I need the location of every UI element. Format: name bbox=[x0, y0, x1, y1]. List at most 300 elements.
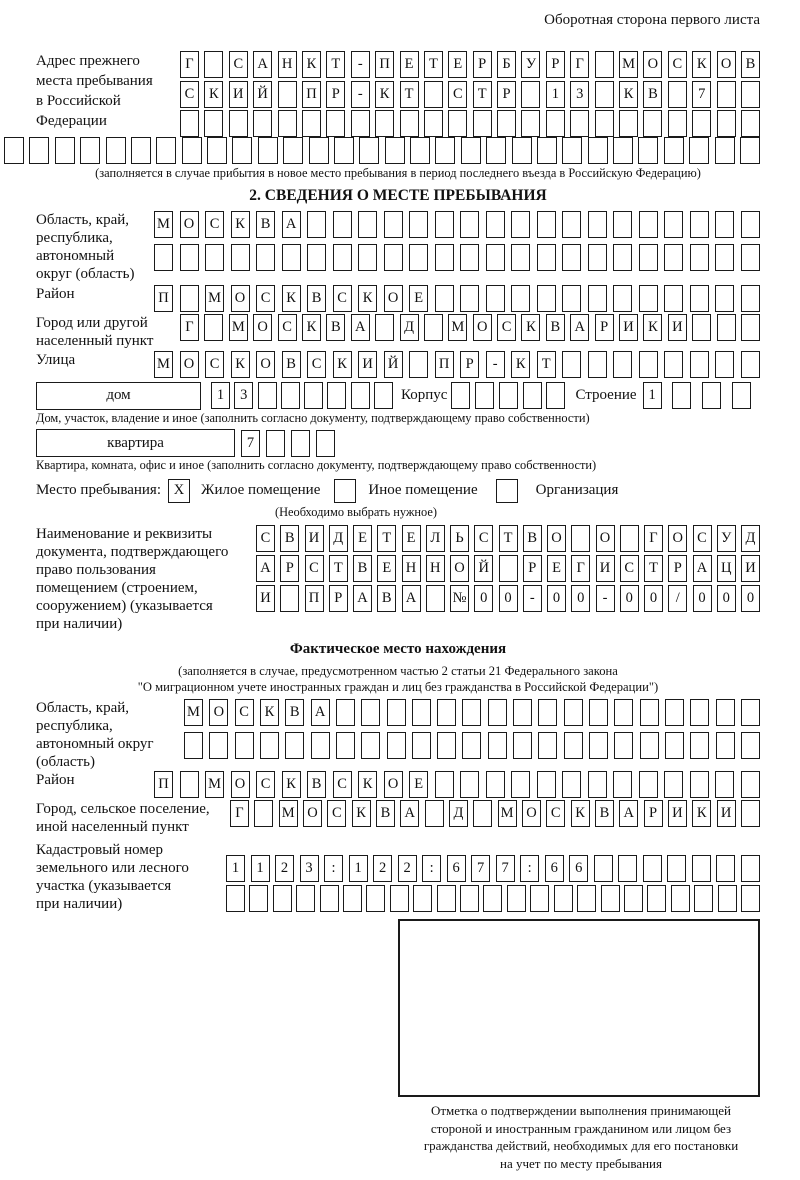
char-cell[interactable] bbox=[409, 244, 428, 271]
char-cell[interactable] bbox=[741, 699, 760, 726]
char-cell[interactable] bbox=[343, 885, 362, 912]
char-cell[interactable]: : bbox=[520, 855, 539, 882]
char-cell[interactable]: 0 bbox=[571, 585, 590, 612]
char-cell[interactable] bbox=[588, 285, 607, 312]
char-cell[interactable] bbox=[601, 885, 620, 912]
char-cell[interactable] bbox=[618, 855, 637, 882]
char-cell[interactable] bbox=[80, 137, 100, 164]
char-cell[interactable] bbox=[374, 382, 393, 409]
char-cell[interactable] bbox=[647, 885, 666, 912]
char-cell[interactable] bbox=[640, 732, 659, 759]
char-cell[interactable] bbox=[638, 137, 658, 164]
char-cell[interactable] bbox=[437, 699, 456, 726]
char-cell[interactable]: А bbox=[570, 314, 589, 341]
char-cell[interactable]: М bbox=[205, 285, 224, 312]
char-cell[interactable]: А bbox=[253, 51, 272, 78]
char-cell[interactable]: Р bbox=[668, 555, 687, 582]
char-cell[interactable]: Е bbox=[409, 771, 428, 798]
char-cell[interactable]: И bbox=[668, 800, 687, 827]
char-cell[interactable] bbox=[664, 211, 683, 238]
char-cell[interactable] bbox=[562, 244, 581, 271]
char-cell[interactable]: К bbox=[692, 51, 711, 78]
char-cell[interactable]: 0 bbox=[474, 585, 493, 612]
char-cell[interactable] bbox=[588, 244, 607, 271]
char-cell[interactable] bbox=[131, 137, 151, 164]
char-cell[interactable]: В bbox=[643, 81, 662, 108]
char-cell[interactable]: О bbox=[668, 525, 687, 552]
char-cell[interactable]: С bbox=[205, 211, 224, 238]
char-cell[interactable] bbox=[384, 211, 403, 238]
char-cell[interactable] bbox=[741, 285, 760, 312]
char-cell[interactable]: 7 bbox=[496, 855, 515, 882]
char-cell[interactable]: Д bbox=[741, 525, 760, 552]
char-cell[interactable] bbox=[302, 110, 321, 137]
char-cell[interactable] bbox=[639, 771, 658, 798]
char-cell[interactable]: Е bbox=[409, 285, 428, 312]
char-cell[interactable]: И bbox=[668, 314, 687, 341]
char-cell[interactable]: О bbox=[180, 211, 199, 238]
char-cell[interactable]: С bbox=[180, 81, 199, 108]
char-cell[interactable]: О bbox=[231, 771, 250, 798]
char-cell[interactable]: К bbox=[619, 81, 638, 108]
char-cell[interactable]: С bbox=[668, 51, 687, 78]
char-cell[interactable]: : bbox=[422, 855, 441, 882]
char-cell[interactable]: Е bbox=[402, 525, 421, 552]
char-cell[interactable] bbox=[639, 211, 658, 238]
char-cell[interactable] bbox=[249, 885, 268, 912]
char-cell[interactable] bbox=[692, 110, 711, 137]
char-cell[interactable] bbox=[387, 699, 406, 726]
char-cell[interactable] bbox=[571, 525, 590, 552]
char-cell[interactable]: О bbox=[253, 314, 272, 341]
char-cell[interactable] bbox=[461, 137, 481, 164]
char-cell[interactable]: К bbox=[260, 699, 279, 726]
char-cell[interactable] bbox=[537, 211, 556, 238]
char-cell[interactable] bbox=[562, 137, 582, 164]
char-cell[interactable] bbox=[184, 732, 203, 759]
char-cell[interactable] bbox=[390, 885, 409, 912]
char-cell[interactable] bbox=[361, 732, 380, 759]
char-cell[interactable]: № bbox=[450, 585, 469, 612]
char-cell[interactable] bbox=[333, 244, 352, 271]
char-cell[interactable] bbox=[511, 771, 530, 798]
char-cell[interactable]: И bbox=[358, 351, 377, 378]
char-cell[interactable] bbox=[613, 351, 632, 378]
char-cell[interactable]: О bbox=[384, 285, 403, 312]
char-cell[interactable]: Г bbox=[570, 51, 589, 78]
char-cell[interactable] bbox=[359, 137, 379, 164]
char-cell[interactable]: О bbox=[231, 285, 250, 312]
char-cell[interactable]: К bbox=[231, 211, 250, 238]
char-cell[interactable]: М bbox=[205, 771, 224, 798]
char-cell[interactable] bbox=[424, 314, 443, 341]
char-cell[interactable] bbox=[702, 382, 721, 409]
char-cell[interactable]: П bbox=[375, 51, 394, 78]
char-cell[interactable] bbox=[413, 885, 432, 912]
char-cell[interactable]: Е bbox=[400, 51, 419, 78]
char-cell[interactable] bbox=[741, 771, 760, 798]
char-cell[interactable]: О bbox=[384, 771, 403, 798]
char-cell[interactable]: В bbox=[741, 51, 760, 78]
char-cell[interactable] bbox=[486, 137, 506, 164]
char-cell[interactable]: О bbox=[547, 525, 566, 552]
char-cell[interactable] bbox=[486, 244, 505, 271]
char-cell[interactable]: Т bbox=[537, 351, 556, 378]
char-cell[interactable]: К bbox=[358, 285, 377, 312]
char-cell[interactable]: С bbox=[235, 699, 254, 726]
char-cell[interactable]: А bbox=[353, 585, 372, 612]
char-cell[interactable]: В bbox=[282, 351, 301, 378]
char-cell[interactable] bbox=[562, 285, 581, 312]
char-cell[interactable] bbox=[473, 110, 492, 137]
char-cell[interactable] bbox=[537, 244, 556, 271]
char-cell[interactable]: С bbox=[333, 771, 352, 798]
char-cell[interactable] bbox=[327, 382, 346, 409]
char-cell[interactable]: О bbox=[473, 314, 492, 341]
char-cell[interactable]: В bbox=[353, 555, 372, 582]
char-cell[interactable]: У bbox=[521, 51, 540, 78]
char-cell[interactable] bbox=[307, 211, 326, 238]
char-cell[interactable] bbox=[668, 110, 687, 137]
char-cell[interactable]: У bbox=[717, 525, 736, 552]
char-cell[interactable] bbox=[460, 285, 479, 312]
char-cell[interactable]: М bbox=[498, 800, 517, 827]
char-cell[interactable] bbox=[577, 885, 596, 912]
char-cell[interactable] bbox=[546, 110, 565, 137]
char-cell[interactable] bbox=[715, 351, 734, 378]
char-cell[interactable] bbox=[384, 244, 403, 271]
char-cell[interactable]: К bbox=[204, 81, 223, 108]
char-cell[interactable] bbox=[624, 885, 643, 912]
char-cell[interactable]: - bbox=[486, 351, 505, 378]
char-cell[interactable] bbox=[409, 351, 428, 378]
char-cell[interactable] bbox=[639, 244, 658, 271]
char-cell[interactable]: 7 bbox=[241, 430, 260, 457]
char-cell[interactable] bbox=[564, 732, 583, 759]
char-cell[interactable]: О bbox=[643, 51, 662, 78]
char-cell[interactable]: М bbox=[154, 211, 173, 238]
char-cell[interactable] bbox=[589, 732, 608, 759]
char-cell[interactable] bbox=[741, 855, 760, 882]
char-cell[interactable] bbox=[448, 110, 467, 137]
char-cell[interactable]: Г bbox=[180, 314, 199, 341]
char-cell[interactable]: П bbox=[435, 351, 454, 378]
char-cell[interactable]: Т bbox=[473, 81, 492, 108]
char-cell[interactable] bbox=[154, 244, 173, 271]
char-cell[interactable]: / bbox=[668, 585, 687, 612]
char-cell[interactable] bbox=[387, 732, 406, 759]
char-cell[interactable] bbox=[231, 244, 250, 271]
char-cell[interactable] bbox=[307, 244, 326, 271]
char-cell[interactable] bbox=[488, 732, 507, 759]
char-cell[interactable] bbox=[665, 699, 684, 726]
char-cell[interactable] bbox=[740, 137, 760, 164]
char-cell[interactable] bbox=[664, 285, 683, 312]
char-cell[interactable] bbox=[361, 699, 380, 726]
char-cell[interactable] bbox=[400, 110, 419, 137]
char-cell[interactable] bbox=[717, 110, 736, 137]
char-cell[interactable]: М bbox=[229, 314, 248, 341]
char-cell[interactable] bbox=[715, 137, 735, 164]
char-cell[interactable]: К bbox=[352, 800, 371, 827]
char-cell[interactable]: С bbox=[278, 314, 297, 341]
char-cell[interactable]: К bbox=[302, 314, 321, 341]
char-cell[interactable] bbox=[643, 110, 662, 137]
char-cell[interactable] bbox=[435, 244, 454, 271]
char-cell[interactable] bbox=[366, 885, 385, 912]
char-cell[interactable]: Р bbox=[497, 81, 516, 108]
char-cell[interactable] bbox=[256, 244, 275, 271]
char-cell[interactable] bbox=[715, 211, 734, 238]
char-cell[interactable] bbox=[562, 211, 581, 238]
char-cell[interactable] bbox=[614, 732, 633, 759]
char-cell[interactable] bbox=[537, 285, 556, 312]
char-cell[interactable]: О bbox=[596, 525, 615, 552]
char-cell[interactable]: - bbox=[351, 81, 370, 108]
char-cell[interactable] bbox=[511, 244, 530, 271]
char-cell[interactable] bbox=[281, 382, 300, 409]
char-cell[interactable]: Т bbox=[326, 51, 345, 78]
char-cell[interactable]: К bbox=[282, 285, 301, 312]
char-cell[interactable] bbox=[282, 244, 301, 271]
char-cell[interactable] bbox=[278, 81, 297, 108]
checkbox-zhiloe[interactable]: X bbox=[168, 479, 190, 503]
char-cell[interactable] bbox=[690, 732, 709, 759]
char-cell[interactable] bbox=[462, 732, 481, 759]
char-cell[interactable] bbox=[614, 699, 633, 726]
char-cell[interactable] bbox=[613, 137, 633, 164]
char-cell[interactable] bbox=[715, 771, 734, 798]
char-cell[interactable]: Й bbox=[253, 81, 272, 108]
char-cell[interactable] bbox=[690, 351, 709, 378]
char-cell[interactable]: С bbox=[693, 525, 712, 552]
char-cell[interactable]: М bbox=[619, 51, 638, 78]
checkbox-org[interactable] bbox=[496, 479, 518, 503]
char-cell[interactable]: 0 bbox=[644, 585, 663, 612]
char-cell[interactable]: Й bbox=[384, 351, 403, 378]
char-cell[interactable] bbox=[336, 732, 355, 759]
char-cell[interactable] bbox=[280, 585, 299, 612]
char-cell[interactable] bbox=[613, 771, 632, 798]
char-cell[interactable] bbox=[690, 244, 709, 271]
char-cell[interactable] bbox=[554, 885, 573, 912]
char-cell[interactable] bbox=[741, 732, 760, 759]
char-cell[interactable] bbox=[296, 885, 315, 912]
char-cell[interactable] bbox=[254, 800, 273, 827]
char-cell[interactable]: А bbox=[400, 800, 419, 827]
char-cell[interactable]: Р bbox=[595, 314, 614, 341]
char-cell[interactable]: В bbox=[307, 285, 326, 312]
char-cell[interactable] bbox=[180, 771, 199, 798]
char-cell[interactable] bbox=[209, 732, 228, 759]
char-cell[interactable] bbox=[424, 81, 443, 108]
char-cell[interactable]: С bbox=[448, 81, 467, 108]
char-cell[interactable]: Д bbox=[329, 525, 348, 552]
char-cell[interactable] bbox=[460, 244, 479, 271]
char-cell[interactable]: 1 bbox=[349, 855, 368, 882]
char-cell[interactable] bbox=[320, 885, 339, 912]
char-cell[interactable] bbox=[523, 382, 542, 409]
char-cell[interactable] bbox=[460, 885, 479, 912]
char-cell[interactable]: 0 bbox=[620, 585, 639, 612]
char-cell[interactable]: А bbox=[282, 211, 301, 238]
char-cell[interactable] bbox=[643, 855, 662, 882]
char-cell[interactable]: Г bbox=[180, 51, 199, 78]
char-cell[interactable] bbox=[385, 137, 405, 164]
char-cell[interactable] bbox=[253, 110, 272, 137]
char-cell[interactable] bbox=[204, 314, 223, 341]
char-cell[interactable]: И bbox=[619, 314, 638, 341]
char-cell[interactable] bbox=[497, 110, 516, 137]
char-cell[interactable] bbox=[258, 382, 277, 409]
char-cell[interactable] bbox=[741, 800, 760, 827]
char-cell[interactable] bbox=[690, 771, 709, 798]
char-cell[interactable] bbox=[351, 382, 370, 409]
char-cell[interactable]: А bbox=[351, 314, 370, 341]
char-cell[interactable]: И bbox=[305, 525, 324, 552]
char-cell[interactable]: К bbox=[643, 314, 662, 341]
char-cell[interactable]: 6 bbox=[447, 855, 466, 882]
checkbox-inoe[interactable] bbox=[334, 479, 356, 503]
char-cell[interactable]: М bbox=[448, 314, 467, 341]
char-cell[interactable] bbox=[266, 430, 285, 457]
char-cell[interactable]: 2 bbox=[398, 855, 417, 882]
char-cell[interactable]: С bbox=[205, 351, 224, 378]
char-cell[interactable]: Г bbox=[571, 555, 590, 582]
char-cell[interactable]: Р bbox=[523, 555, 542, 582]
char-cell[interactable]: 3 bbox=[234, 382, 253, 409]
char-cell[interactable]: 1 bbox=[251, 855, 270, 882]
char-cell[interactable]: Е bbox=[547, 555, 566, 582]
char-cell[interactable]: 6 bbox=[569, 855, 588, 882]
char-cell[interactable] bbox=[690, 285, 709, 312]
char-cell[interactable]: А bbox=[402, 585, 421, 612]
char-cell[interactable] bbox=[741, 351, 760, 378]
char-cell[interactable]: Д bbox=[449, 800, 468, 827]
char-cell[interactable] bbox=[715, 244, 734, 271]
char-cell[interactable] bbox=[588, 771, 607, 798]
char-cell[interactable] bbox=[235, 732, 254, 759]
char-cell[interactable] bbox=[205, 244, 224, 271]
char-cell[interactable]: Р bbox=[473, 51, 492, 78]
char-cell[interactable]: 0 bbox=[717, 585, 736, 612]
char-cell[interactable]: Й bbox=[474, 555, 493, 582]
char-cell[interactable]: П bbox=[305, 585, 324, 612]
char-cell[interactable] bbox=[326, 110, 345, 137]
char-cell[interactable]: Т bbox=[644, 555, 663, 582]
char-cell[interactable]: Н bbox=[402, 555, 421, 582]
char-cell[interactable] bbox=[207, 137, 227, 164]
char-cell[interactable]: Г bbox=[230, 800, 249, 827]
char-cell[interactable]: С bbox=[333, 285, 352, 312]
char-cell[interactable]: Р bbox=[644, 800, 663, 827]
char-cell[interactable] bbox=[564, 699, 583, 726]
char-cell[interactable] bbox=[639, 351, 658, 378]
char-cell[interactable]: 0 bbox=[499, 585, 518, 612]
char-cell[interactable]: - bbox=[596, 585, 615, 612]
char-cell[interactable] bbox=[258, 137, 278, 164]
char-cell[interactable] bbox=[639, 285, 658, 312]
char-cell[interactable]: Г bbox=[644, 525, 663, 552]
char-cell[interactable]: К bbox=[521, 314, 540, 341]
char-cell[interactable]: П bbox=[154, 771, 173, 798]
char-cell[interactable] bbox=[562, 771, 581, 798]
char-cell[interactable] bbox=[595, 51, 614, 78]
char-cell[interactable] bbox=[410, 137, 430, 164]
char-cell[interactable]: Р bbox=[329, 585, 348, 612]
char-cell[interactable] bbox=[716, 732, 735, 759]
kvartira-box[interactable]: квартира bbox=[36, 429, 235, 457]
char-cell[interactable] bbox=[530, 885, 549, 912]
char-cell[interactable]: К bbox=[333, 351, 352, 378]
char-cell[interactable] bbox=[435, 137, 455, 164]
char-cell[interactable] bbox=[483, 885, 502, 912]
char-cell[interactable] bbox=[180, 285, 199, 312]
char-cell[interactable] bbox=[204, 110, 223, 137]
char-cell[interactable] bbox=[513, 732, 532, 759]
char-cell[interactable]: В bbox=[377, 585, 396, 612]
char-cell[interactable] bbox=[664, 137, 684, 164]
char-cell[interactable]: А bbox=[619, 800, 638, 827]
char-cell[interactable]: О bbox=[303, 800, 322, 827]
char-cell[interactable] bbox=[460, 211, 479, 238]
char-cell[interactable] bbox=[718, 885, 737, 912]
char-cell[interactable] bbox=[613, 285, 632, 312]
char-cell[interactable]: К bbox=[692, 800, 711, 827]
char-cell[interactable] bbox=[507, 885, 526, 912]
char-cell[interactable]: Л bbox=[426, 525, 445, 552]
char-cell[interactable] bbox=[375, 314, 394, 341]
char-cell[interactable] bbox=[562, 351, 581, 378]
char-cell[interactable] bbox=[180, 244, 199, 271]
char-cell[interactable]: К bbox=[302, 51, 321, 78]
char-cell[interactable]: А bbox=[311, 699, 330, 726]
char-cell[interactable] bbox=[594, 855, 613, 882]
char-cell[interactable] bbox=[475, 382, 494, 409]
char-cell[interactable]: Т bbox=[499, 525, 518, 552]
char-cell[interactable]: Ь bbox=[450, 525, 469, 552]
char-cell[interactable] bbox=[741, 314, 760, 341]
char-cell[interactable] bbox=[304, 382, 323, 409]
char-cell[interactable] bbox=[665, 732, 684, 759]
char-cell[interactable]: Т bbox=[424, 51, 443, 78]
char-cell[interactable] bbox=[664, 244, 683, 271]
char-cell[interactable] bbox=[291, 430, 310, 457]
char-cell[interactable]: С bbox=[305, 555, 324, 582]
char-cell[interactable]: П bbox=[302, 81, 321, 108]
char-cell[interactable] bbox=[486, 211, 505, 238]
char-cell[interactable] bbox=[741, 81, 760, 108]
char-cell[interactable] bbox=[511, 211, 530, 238]
char-cell[interactable] bbox=[412, 699, 431, 726]
char-cell[interactable]: 0 bbox=[547, 585, 566, 612]
char-cell[interactable]: 1 bbox=[643, 382, 662, 409]
char-cell[interactable] bbox=[435, 211, 454, 238]
char-cell[interactable] bbox=[226, 885, 245, 912]
char-cell[interactable] bbox=[511, 285, 530, 312]
char-cell[interactable] bbox=[595, 81, 614, 108]
char-cell[interactable] bbox=[741, 244, 760, 271]
char-cell[interactable]: В bbox=[546, 314, 565, 341]
char-cell[interactable]: Т bbox=[329, 555, 348, 582]
char-cell[interactable] bbox=[260, 732, 279, 759]
char-cell[interactable]: Р bbox=[326, 81, 345, 108]
char-cell[interactable] bbox=[424, 110, 443, 137]
char-cell[interactable] bbox=[426, 585, 445, 612]
char-cell[interactable] bbox=[278, 110, 297, 137]
char-cell[interactable] bbox=[437, 732, 456, 759]
char-cell[interactable] bbox=[521, 81, 540, 108]
